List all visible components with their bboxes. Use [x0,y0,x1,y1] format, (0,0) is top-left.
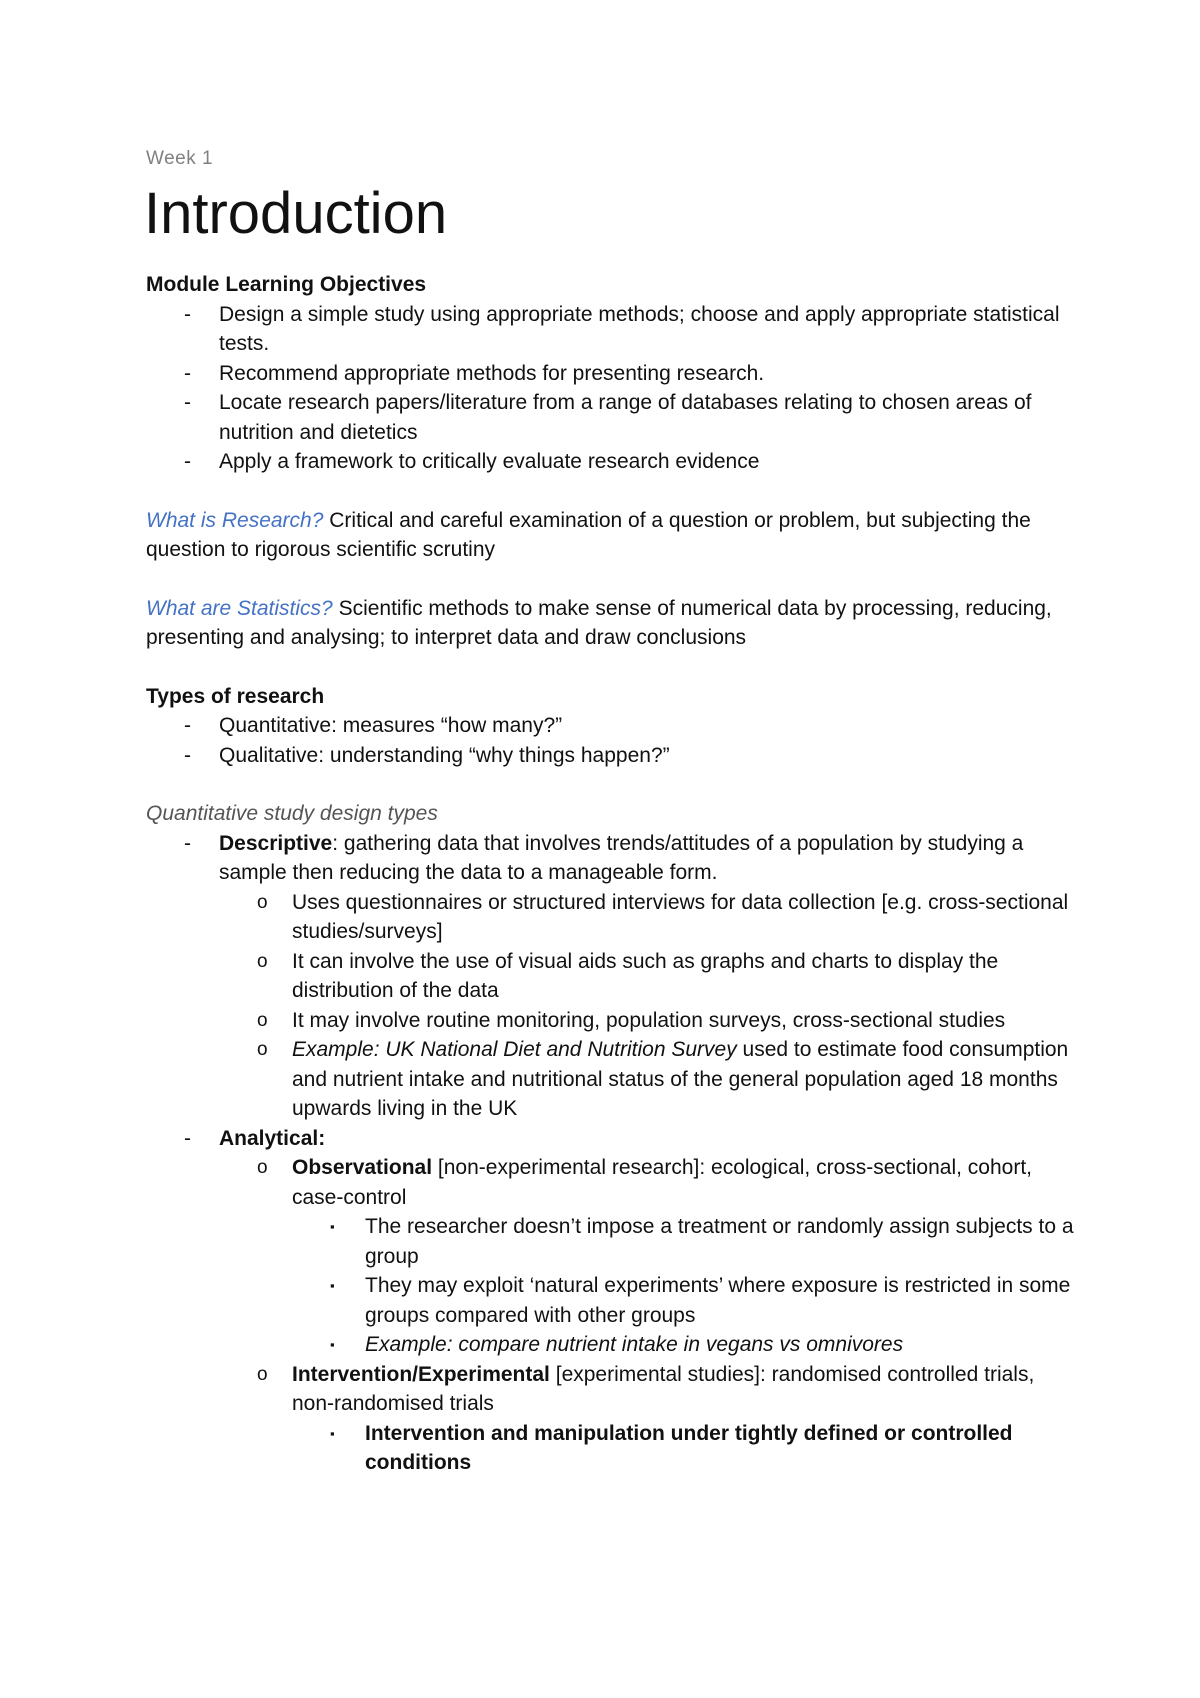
objectives-heading: Module Learning Objectives [146,273,427,296]
list-item: - Locate research papers/literature from a range of databases relating to chosen areas of nutrition and dietetics [184,391,1032,444]
research-term: What is Research? [146,508,324,532]
list-item: - Apply a framework to critically evaluate research evidence [184,450,760,473]
analytical-item: - Analytical: o Observational [non-experimental research]: ecological, cross-sectional, cohort, case-control ▪ The researcher doesn’t impose a treatment or randomly assign subjects to a group ▪ They may exploit ‘natural experiments’ where exposure is restricted in some groups compared with other groups ▪ Example: compare nutrient intake in vegans vs omnivores o Intervention/Experimental [experimental studies]: randomised controlled trials, non-randomised trials ▪ Intervention and manipulation under tightly defined or controlled conditions [146,1124,1076,1478]
design-types-list [146,829,1076,1478]
types-heading: Types of research [146,684,325,708]
objectives-list [146,300,1076,477]
list-item: ▪ The researcher doesn’t impose a treatment or randomly assign subjects to a group [330,1215,1074,1268]
list-item: o It can involve the use of visual aids such as graphs and charts to display the distribution of the data [257,949,999,1002]
list-item: - Qualitative: understanding “why things happen?” [184,743,670,767]
research-definition: What is Research? Critical and careful examination of a question or problem, but subjecting the question to rigorous scientific scrutiny [146,508,1031,561]
list-item: ▪ Example: compare nutrient intake in vegans vs omnivores [330,1333,904,1356]
observational-points [292,1212,1076,1360]
week-label: Week 1 [146,148,214,169]
document-content [146,146,1076,1478]
analytical-points [219,1153,1076,1478]
statistics-term: What are Statistics? [146,596,333,620]
list-item: o It may involve routine monitoring, population surveys, cross-sectional studies [257,1008,1006,1032]
descriptive-item: - Descriptive: gathering data that involves trends/attitudes of a population by studying a sample then reducing the data to a manageable form. o Uses questionnaires or structured interviews for data collection [e.g. cross-sectional studies/surveys] o It can involve the use of visual aids such as graphs and charts to display the distribution of the data o It may involve routine monitoring, population surveys, cross-sectional studies o Example: UK National Diet and Nutrition Survey used to estimate food consumption and nutrient intake and nutritional status of the general population aged 18 months upwards living in the UK [146,829,1076,1124]
design-types-heading: Quantitative study design types [146,802,438,825]
descriptive-points [219,888,1076,1124]
intervention-points [292,1419,1076,1478]
observational-item: o Observational [non-experimental research]: ecological, cross-sectional, cohort, case-control ▪ The researcher doesn’t impose a treatment or randomly assign subjects to a group ▪ They may exploit ‘natural experiments’ where exposure is restricted in some groups compared with other groups ▪ Example: compare nutrient intake in vegans vs omnivores [146,1153,1076,1360]
statistics-definition: What are Statistics? Scientific methods to make sense of numerical data by processing, reducing, presenting and analysing; to interpret data and draw conclusions [146,596,1052,649]
list-item: - Quantitative: measures “how many?” [184,714,563,737]
intervention-item: o Intervention/Experimental [experimental studies]: randomised controlled trials, non-randomised trials ▪ Intervention and manipulation under tightly defined or controlled conditions [146,1360,1076,1478]
list-item: - Recommend appropriate methods for presenting research. [184,361,765,385]
list-item: o Uses questionnaires or structured interviews for data collection [e.g. cross-sectional studies/surveys] [257,890,1069,943]
page-title: Introduction [144,181,448,246]
list-item: ▪ Intervention and manipulation under tightly defined or controlled conditions [330,1421,1013,1474]
types-list [146,711,1076,770]
list-item: o Example: UK National Diet and Nutrition Survey used to estimate food consumption and nutrient intake and nutritional status of the general population aged 18 months upwards living in the UK [257,1038,1069,1120]
list-item: - Design a simple study using appropriate methods; choose and apply appropriate statistical tests. [184,302,1060,355]
list-item: ▪ They may exploit ‘natural experiments’ where exposure is restricted in some groups compared with other groups [330,1274,1071,1327]
